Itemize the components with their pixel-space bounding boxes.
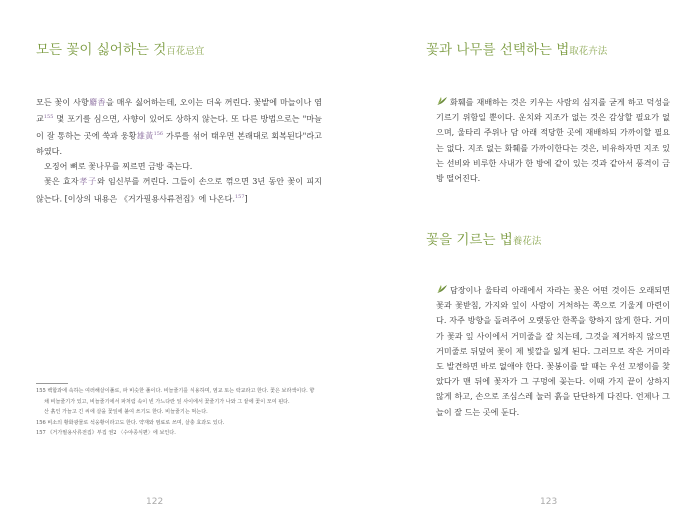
left-paragraph-3: 꽃은 효자孝子와 임신부를 꺼린다. 그들이 손으로 꺾으면 3년 동안 꽃이 피지 않는다. [이상의 내용은 《거가필용사류전집》에 나온다.$^{157}$] (36, 176, 322, 204)
right-heading-1 (426, 38, 607, 58)
footnote-ref: 157 (234, 193, 245, 200)
left-heading-hanja: 百花忌宜 (166, 46, 205, 57)
footnote-155-line2: 채 비늘줄기가 있고, 비늘줄기에서 파처럼 속이 빈 가느다란 잎 사이에서 꽃줄기가 나와 그 끝에 꽃이 모여 핀다. (44, 398, 290, 405)
right-paragraph-1: 화훼를 재배하는 것은 키우는 사람의 심지를 굳게 하고 덕성을 기르기 위함일 뿐이다. 운치와 지조가 없는 것은 감상할 필요가 없으며, 울타리 주위나 담 아래 적당한 곳에 재배하되 가까이할 필요는 없다. 지조 없는 화훼를 가까이한다는 것은, 비유하자면 지조 있는 선비와 비루한 사내가 한 방에 같이 있는 것과 같아서 풍격이 금방 떨어진다. (436, 97, 670, 184)
footnote-divider (36, 383, 68, 384)
footnote-155-line3: 산 흙인 가늘고 긴 씨에 살을 꽃잎에 붙여 쓰기도 한다. 비늘줄기는 먹는다. (44, 409, 208, 416)
leaf-ornament-icon (436, 96, 448, 106)
page-number-left: 122 (146, 497, 164, 507)
right-heading-2-hanja: 養花法 (512, 236, 542, 247)
left-heading-title: 모든 꽃이 싫어하는 것 (36, 42, 167, 58)
right-heading-2 (426, 228, 541, 248)
footnote-ref: 156 (153, 131, 164, 138)
footnote-ref: 155 (43, 114, 54, 121)
right-heading-1-hanja: 取花卉法 (569, 46, 608, 57)
left-heading (36, 38, 204, 58)
footnote-155-line1: 155 백합과에 속하는 여러해살이풀로, 파 비슷한 풀이다. 비늘줄기를 식용하며, 염교 또는 락교라고 한다. 꽃은 보라색이다. 향 (36, 388, 315, 394)
footnotes (36, 386, 322, 439)
right-section-1-body (436, 95, 670, 186)
leaf-ornament-icon (436, 284, 448, 294)
right-heading-2-title: 꽃을 기르는 법 (426, 232, 513, 248)
left-paragraph-1: 모든 꽃이 사향麝香을 매우 싫어하는데, 오이는 더욱 꺼린다. 꽃밭에 마늘이나 염교$^{155}$ 몇 포기를 심으면, 사향이 있어도 상하지 않는다. 또 다른 방법으로는 "마늘이 잘 통하는 곳에 쑥과 웅황雄黃$^{156}$ 가루를 섞어 태우면 본래대로 회복된다"라고 하였다. (36, 97, 322, 156)
left-paragraph-2: 오징어 뼈로 꽃나무를 찌르면 금방 죽는다. (44, 161, 193, 172)
left-body (36, 95, 322, 206)
page-number-right: 123 (540, 497, 558, 507)
right-section-2-body (436, 283, 670, 420)
footnote-156: 156 비소의 황화광물로 석웅황이라고도 한다. 약재와 염료로 쓰며, 살충 효과도 있다. (36, 419, 225, 426)
right-paragraph-2: 담장이나 울타리 아래에서 자라는 꽃은 어떤 것이든 오래되면 꽃과 꽃받침, 가지와 잎이 사람이 거처하는 쪽으로 기울게 마련이다. 자주 방향을 돌려주어 오랫동안 한쪽을 향하지 않게 한다. 거미가 꽃과 잎 사이에서 거미줄을 잘 치는데, 그것을 제거하지 않으면 거미줄로 뒤덮여 꽃이 제 빛깔을 잃게 된다. 그러므로 작은 거미라도 발견하면 바로 없애야 한다. 꽃봉이를 딸 때는 우선 꼬챙이를 찾았다가 맨 뒤에 꽃자가 그 구멍에 꽂는다. 이때 가지 끝이 상하지 않게 하고, 손으로 조심스레 눌러 흙을 단단하게 다진다. 언제나 그늘이 잘 드는 곳에 둔다. (436, 285, 670, 417)
footnote-157: 157 《거가필용사류전집》부집 권2 〈수야종식편〉에 보인다. (36, 430, 176, 437)
right-heading-1-title: 꽃과 나무를 선택하는 법 (426, 42, 570, 58)
right-page (350, 0, 700, 532)
